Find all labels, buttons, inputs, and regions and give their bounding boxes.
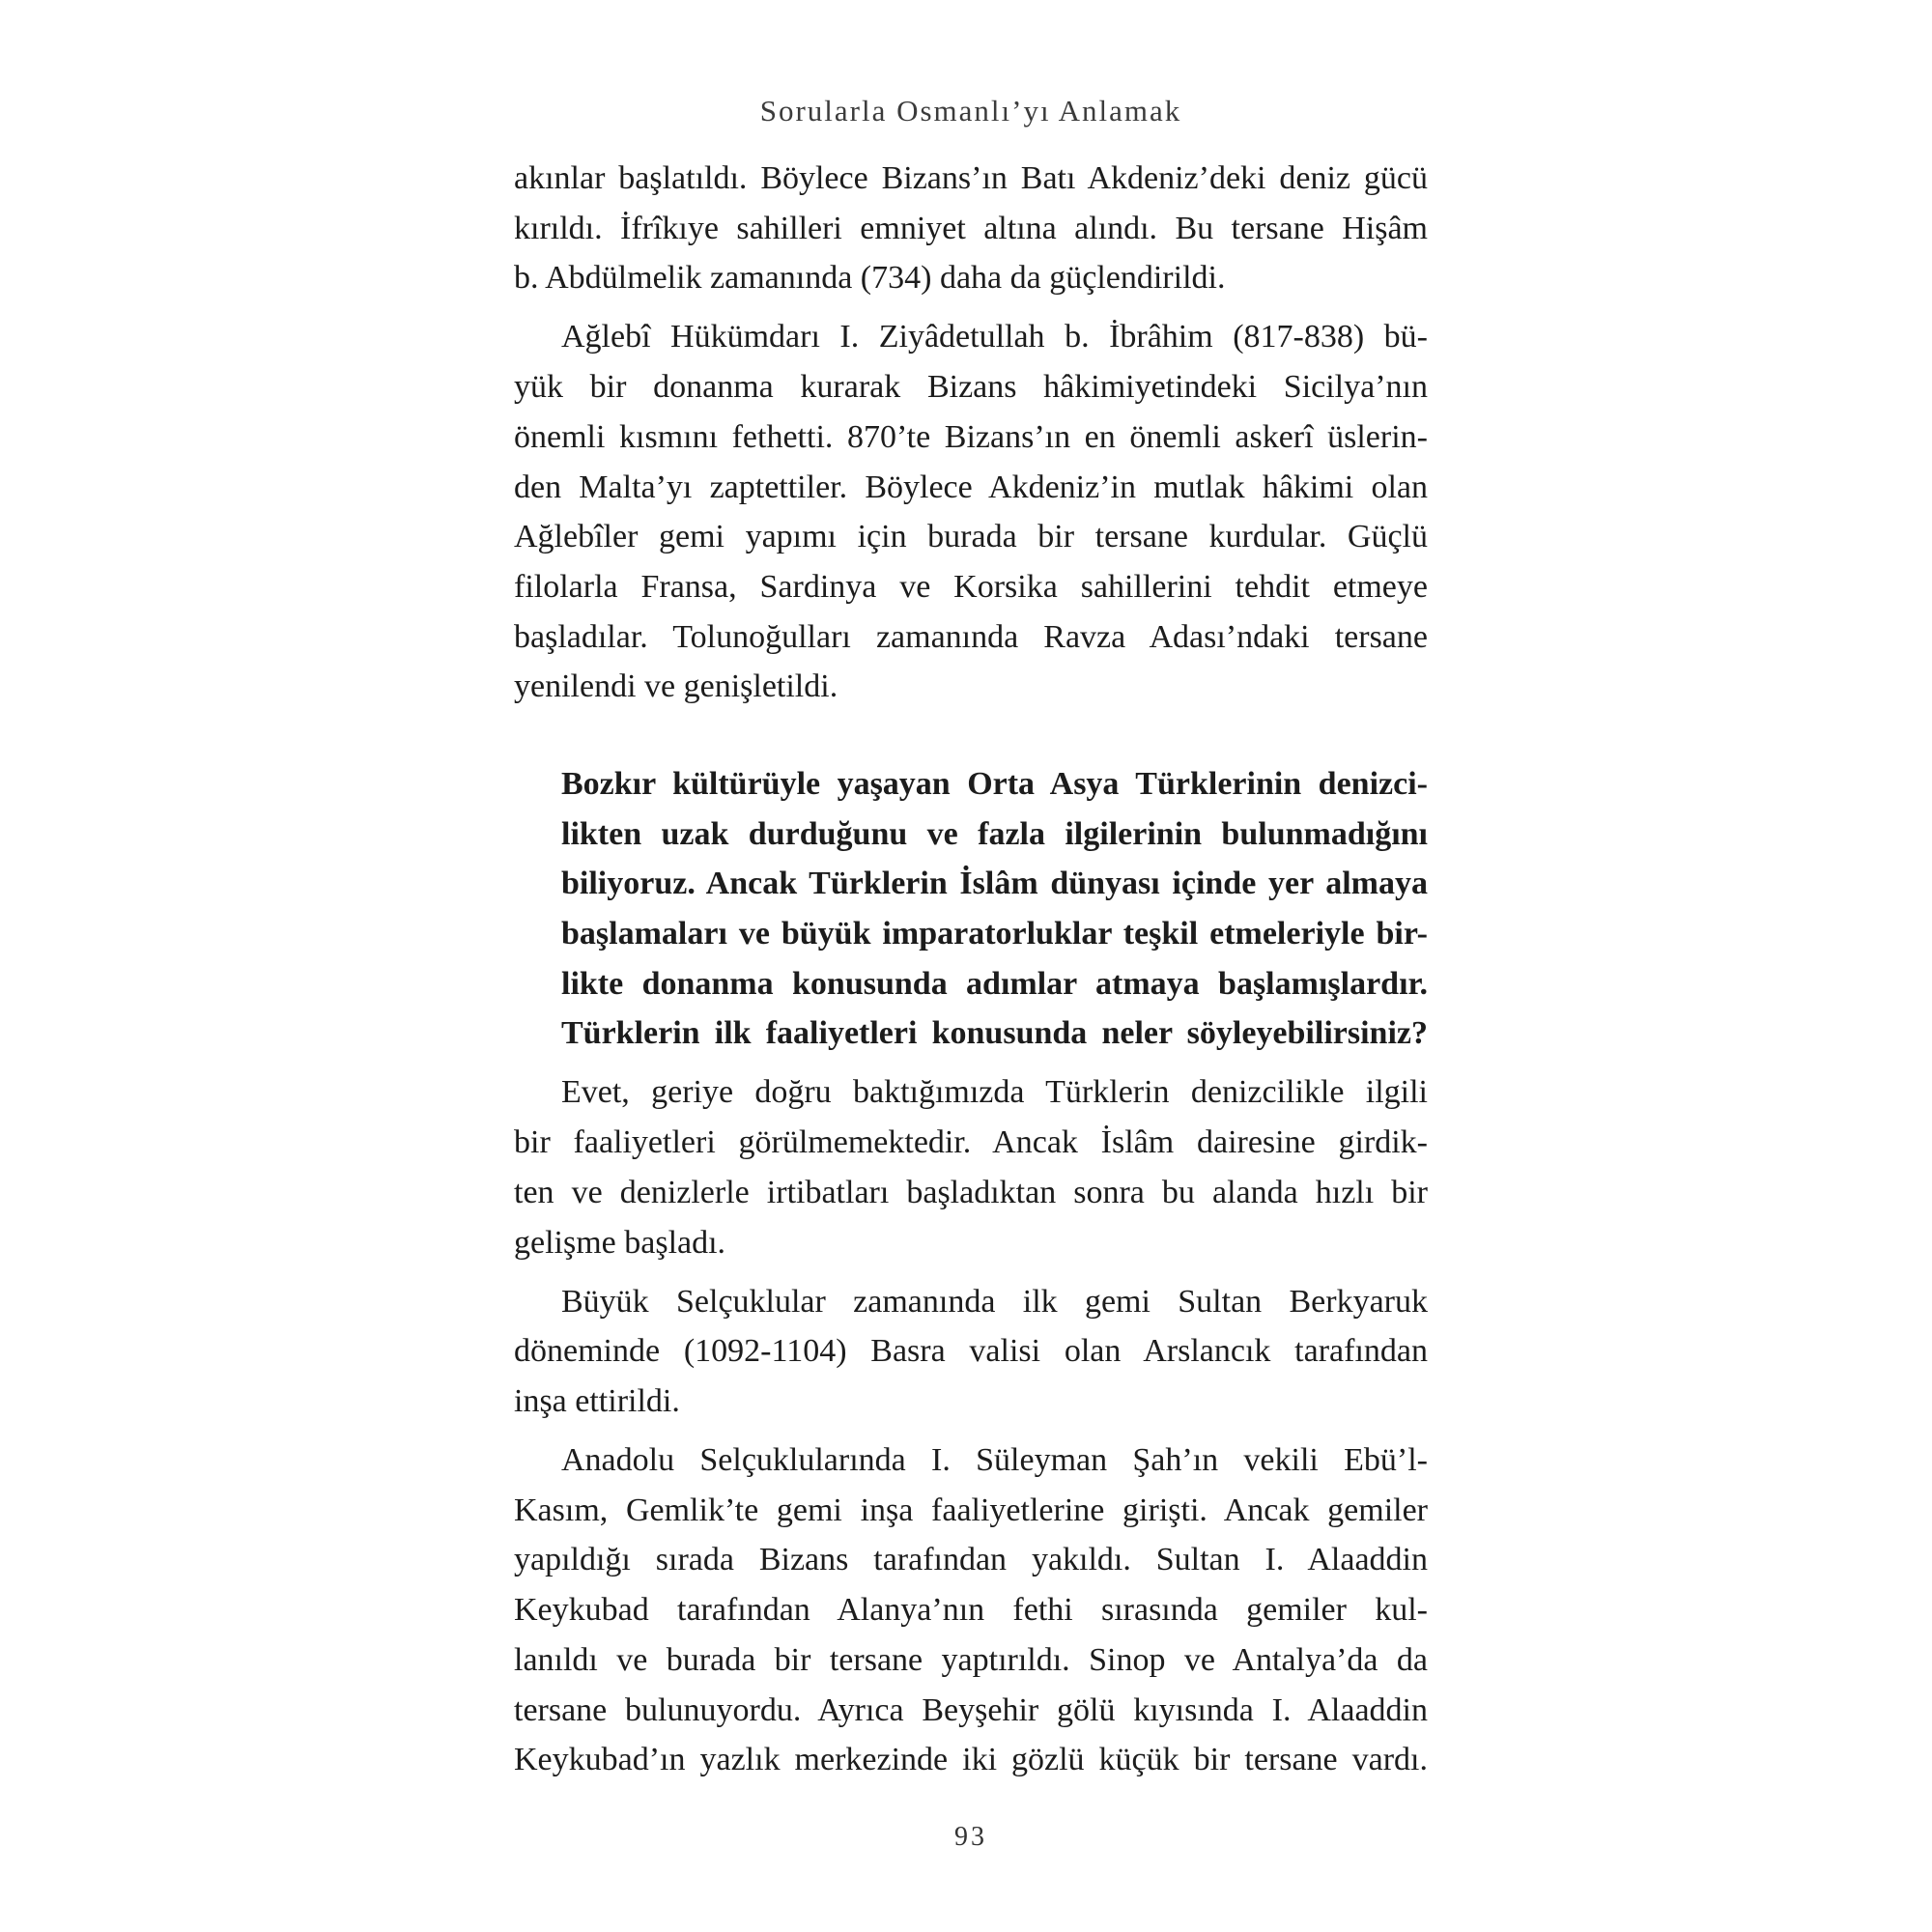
text-line: ten ve denizlerle irtibatları başladıktan sonra bu alanda hızlı bir [514,1174,1428,1210]
paragraph-4 [514,1277,1428,1427]
text-line: den Malta’yı zaptettiler. Böylece Akdeniz’in mutlak hâkimi olan [514,469,1428,505]
question-block [561,759,1428,1059]
body-text [514,154,1428,1785]
text-line: lanıldı ve burada bir tersane yaptırıldı. Sinop ve Antalya’da da [514,1641,1428,1678]
paragraph-1 [514,154,1428,303]
text-line: yük bir donanma kurarak Bizans hâkimiyetindeki Sicilya’nın [514,369,1428,406]
paragraph-3 [514,1067,1428,1267]
text-line: başladılar. Tolunoğulları zamanında Ravza Adası’ndaki tersane [514,618,1428,655]
text-line: akınlar başlatıldı. Böylece Bizans’ın Batı Akdeniz’deki deniz gücü [514,160,1428,196]
text-line: Keykubad tarafından Alanya’nın fethi sırasında gemiler kul- [514,1592,1428,1629]
text-line: filolarla Fransa, Sardinya ve Korsika sahillerini tehdit etmeye [514,568,1428,605]
question-line: Bozkır kültürüyle yaşayan Orta Asya Türklerinin denizci- [561,765,1428,802]
text-line: Ağlebî Hükümdarı I. Ziyâdetullah b. İbrâhim (817-838) bü- [561,319,1428,355]
text-line: önemli kısmını fethetti. 870’te Bizans’ın en önemli askerî üslerin- [514,418,1428,455]
text-line: Büyük Selçuklular zamanında ilk gemi Sultan Berkyaruk [561,1283,1428,1320]
text-line: döneminde (1092-1104) Basra valisi olan Arslancık tarafından [514,1333,1428,1370]
text-line: Anadolu Selçuklularında I. Süleyman Şah’ın vekili Ebü’l- [561,1442,1428,1479]
running-header: Sorularla Osmanlı’yı Anlamak [759,94,1182,128]
question-line: biliyoruz. Ancak Türklerin İslâm dünyası içinde yer almaya [561,866,1428,902]
text-line: yenilendi ve genişletildi. [514,668,838,705]
text-line: inşa ettirildi. [514,1382,680,1419]
text-line: yapıldığı sırada Bizans tarafından yakıldı. Sultan I. Alaaddin [514,1542,1428,1578]
question-line: likte donanma konusunda adımlar atmaya başlamışlardır. [561,965,1428,1002]
text-line: b. Abdülmelik zamanında (734) daha da güçlendirildi. [514,260,1226,297]
question-line: başlamaları ve büyük imparatorluklar teşkil etmeleriyle bir- [561,916,1428,952]
text-line: Ağlebîler gemi yapımı için burada bir tersane kurdular. Güçlü [514,519,1428,555]
question-line: Türklerin ilk faaliyetleri konusunda neler söyleyebilirsiniz? [561,1015,1428,1052]
paragraph-5 [514,1435,1428,1785]
text-line: Keykubad’ın yazlık merkezinde iki gözlü küçük bir tersane vardı. [514,1742,1428,1778]
text-line: tersane bulunuyordu. Ayrıca Beyşehir gölü kıyısında I. Alaaddin [514,1691,1428,1728]
question-line: likten uzak durduğunu ve fazla ilgilerinin bulunmadığını [561,815,1428,852]
text-line: gelişme başladı. [514,1224,726,1261]
page-number: 93 [954,1822,987,1852]
paragraph-2 [514,312,1428,712]
text-line: bir faaliyetleri görülmemektedir. Ancak İslâm dairesine girdik- [514,1124,1428,1161]
text-line: kırıldı. İfrîkıye sahilleri emniyet altına alındı. Bu tersane Hişâm [514,210,1428,246]
text-line: Kasım, Gemlik’te gemi inşa faaliyetlerine girişti. Ancak gemiler [514,1492,1428,1528]
text-line: Evet, geriye doğru baktığımızda Türklerin denizcilikle ilgili [561,1074,1428,1111]
